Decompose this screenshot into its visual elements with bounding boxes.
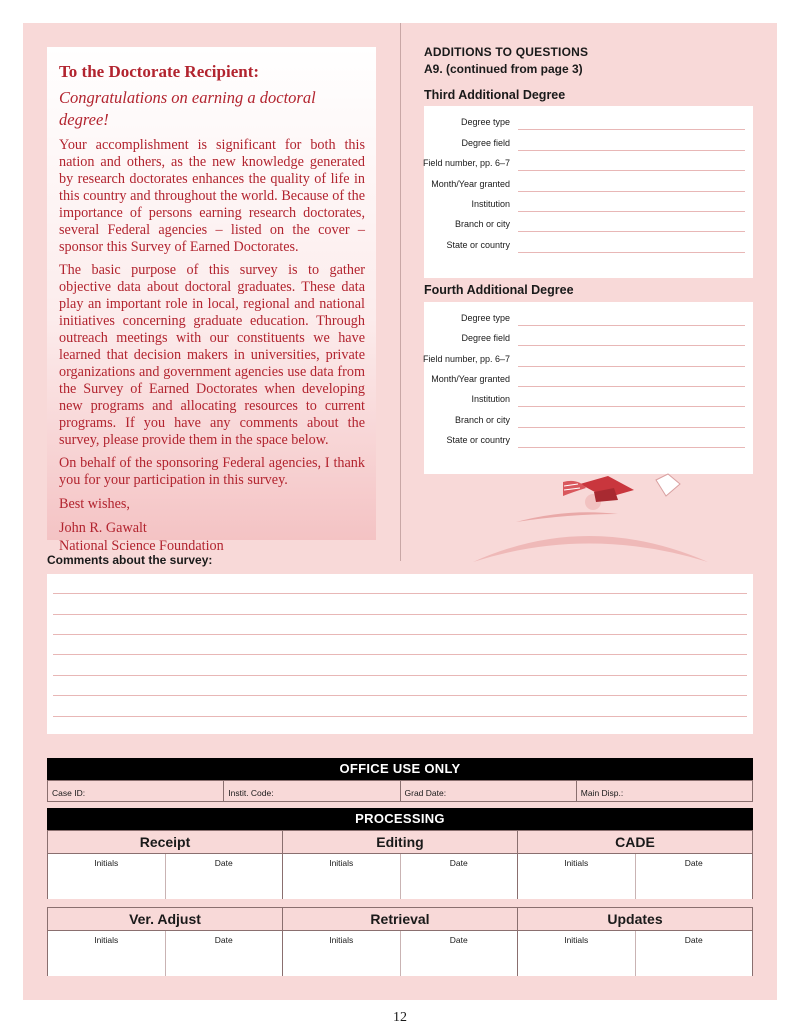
- field-label: Degree type: [460, 313, 510, 323]
- month-year-field[interactable]: [424, 176, 753, 196]
- field-label: Month/Year granted: [431, 374, 510, 384]
- field-label: State or country: [446, 240, 510, 250]
- signer-org: National Science Foundation: [59, 538, 224, 554]
- letter-heading: To the Doctorate Recipient:: [59, 62, 260, 81]
- field-label: Branch or city: [454, 219, 510, 229]
- field-label: State or country: [446, 435, 510, 445]
- processing-header: PROCESSING: [47, 808, 753, 830]
- third-degree-title: Third Additional Degree: [424, 88, 566, 102]
- office-fields-row: [47, 780, 753, 802]
- degree-field-field[interactable]: [424, 330, 753, 350]
- field-number-field[interactable]: [424, 155, 753, 175]
- initials-cell[interactable]: Initials: [518, 854, 636, 899]
- date-cell[interactable]: Date: [166, 931, 284, 976]
- editing-heading: Editing: [283, 831, 518, 853]
- state-country-field[interactable]: [424, 237, 753, 257]
- date-cell[interactable]: Date: [401, 854, 519, 899]
- column-divider: [400, 23, 401, 561]
- initials-cell[interactable]: Initials: [283, 854, 401, 899]
- fourth-degree-box: [424, 302, 753, 474]
- branch-city-field[interactable]: [424, 216, 753, 236]
- field-label: Branch or city: [454, 415, 510, 425]
- date-cell[interactable]: Date: [636, 931, 753, 976]
- letter-paragraph-1: Your accomplishment is significant for both this nation and others, as the new knowledge generated by research doctorates enhances the quality of life in this country and throughout the world. Because of the importance of persons earning research doctorates, several Federal agencies – listed on the cover – sponsor this Survey of Earned Doctorates.: [59, 137, 365, 255]
- field-number-field[interactable]: [424, 351, 753, 371]
- retrieval-heading: Retrieval: [283, 908, 518, 930]
- third-degree-box: [424, 106, 753, 278]
- field-label: Month/Year granted: [431, 179, 510, 189]
- field-label: Degree field: [461, 333, 510, 343]
- institution-field[interactable]: [424, 196, 753, 216]
- processing-table-2: [47, 907, 753, 976]
- date-cell[interactable]: Date: [166, 854, 284, 899]
- institution-field[interactable]: [424, 391, 753, 411]
- initials-cell[interactable]: Initials: [518, 931, 636, 976]
- field-label: Field number, pp. 6–7: [422, 158, 510, 168]
- letter-paragraph-3: On behalf of the sponsoring Federal agencies, I thank you for your participation in this survey.: [59, 455, 365, 488]
- letter-closing: Best wishes,: [59, 496, 130, 512]
- additions-subheading: A9. (continued from page 3): [424, 62, 583, 76]
- field-label: Institution: [471, 394, 510, 404]
- ver-adjust-heading: Ver. Adjust: [48, 908, 283, 930]
- cade-heading: CADE: [615, 834, 655, 850]
- field-label: Institution: [471, 199, 510, 209]
- field-label: Degree field: [461, 138, 510, 148]
- letter-paragraph-2: The basic purpose of this survey is to gather objective data about doctoral graduates. These data play an important role in local, regional and national initiatives concerning graduate education. Through outreach meetings with our constituents we have learned that decision makers in universities, private organizations and government agencies use data from the Survey of Earned Doctorates when developing new programs and allocating resources to current programs. If you have any comments about the survey, please provide them in the space below.: [59, 262, 365, 448]
- graduate-illustration: [468, 470, 718, 565]
- state-country-field[interactable]: [424, 432, 753, 452]
- initials-cell[interactable]: Initials: [48, 931, 166, 976]
- branch-city-field[interactable]: [424, 412, 753, 432]
- letter-subheading: Congratulations on earning a doctoral degree!: [59, 88, 316, 129]
- degree-field-field[interactable]: [424, 135, 753, 155]
- date-cell[interactable]: Date: [401, 931, 519, 976]
- grad-date-field[interactable]: Grad Date:: [401, 781, 577, 801]
- month-year-field[interactable]: [424, 371, 753, 391]
- processing-table-1: [47, 830, 753, 899]
- page-number: 12: [393, 1010, 407, 1025]
- letter-panel: [47, 47, 376, 554]
- field-label: Degree type: [460, 117, 510, 127]
- main-disp-field[interactable]: Main Disp.:: [580, 788, 624, 798]
- field-label: Field number, pp. 6–7: [422, 354, 510, 364]
- office-use-header: OFFICE USE ONLY: [47, 758, 753, 780]
- instit-code-field[interactable]: Instit. Code:: [224, 781, 400, 801]
- date-cell[interactable]: Date: [636, 854, 753, 899]
- comments-textarea[interactable]: [47, 574, 753, 734]
- degree-type-field[interactable]: [424, 114, 753, 134]
- signer-name: John R. Gawalt: [59, 520, 147, 536]
- case-id-field[interactable]: Case ID:: [48, 781, 224, 801]
- receipt-heading: Receipt: [48, 831, 283, 853]
- initials-cell[interactable]: Initials: [48, 854, 166, 899]
- initials-cell[interactable]: Initials: [283, 931, 401, 976]
- additions-heading: ADDITIONS TO QUESTIONS: [424, 45, 589, 59]
- fourth-degree-title: Fourth Additional Degree: [424, 283, 574, 297]
- updates-heading: Updates: [607, 911, 663, 927]
- comments-label: Comments about the survey:: [47, 553, 213, 567]
- degree-type-field[interactable]: [424, 310, 753, 330]
